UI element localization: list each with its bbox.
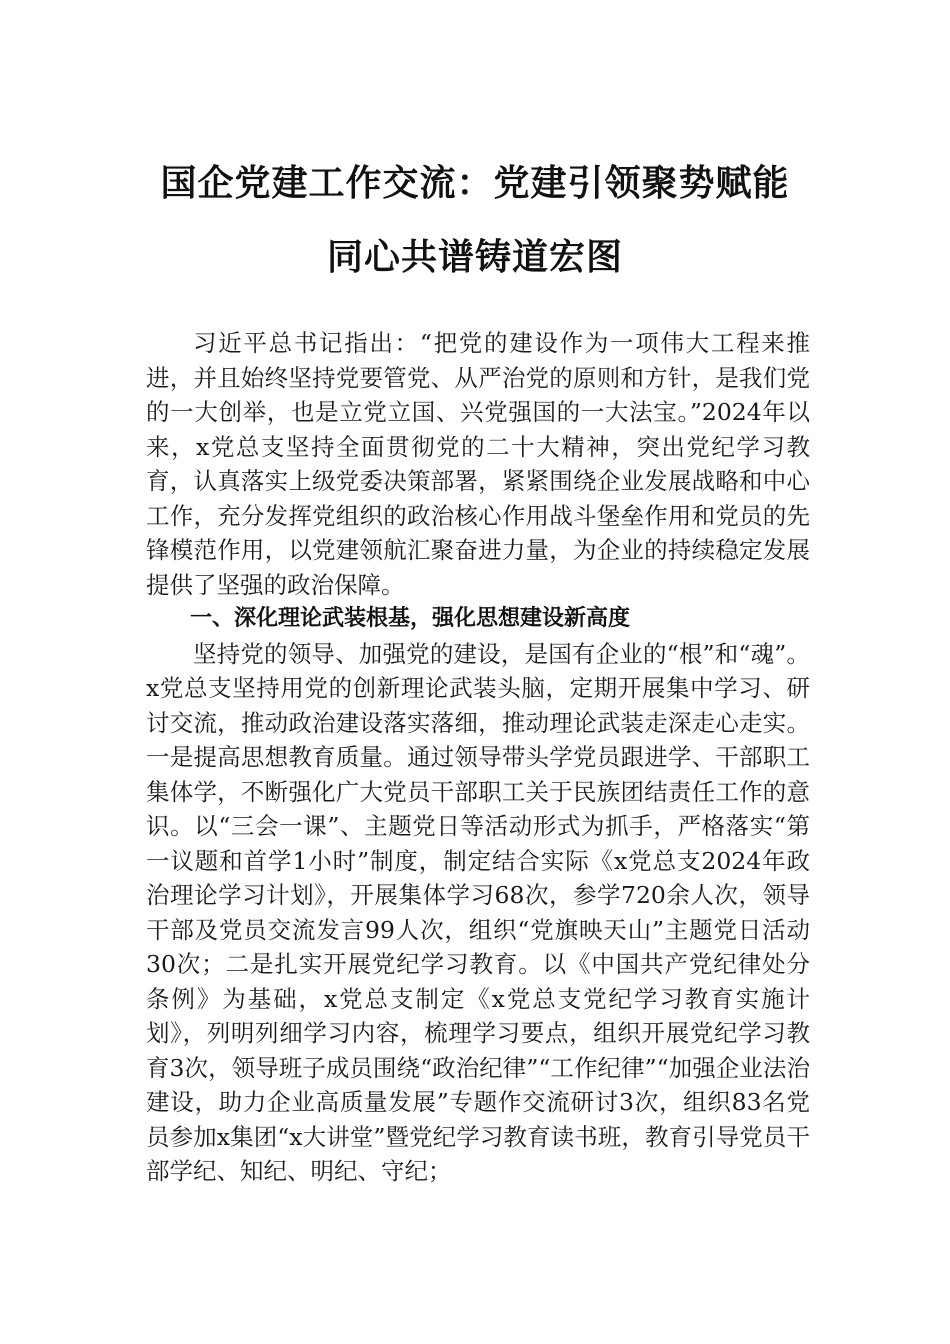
document-body — [146, 326, 810, 1189]
section-heading-1: 一、深化理论武装根基，强化思想建设新高度 — [190, 606, 631, 631]
section-1-paragraph: 坚持党的领导、加强党的建设，是国有企业的“根”和“魂”。x党总支坚持用党的创新理论武装头脑，定期开展集中学习、研讨交流，推动政治建设落实落细，推动理论武装走深走心走实。一是提高思想教育质量。通过领导带头学党员跟进学、干部职工集体学，不断强化广大党员干部职工关于民族团结责任工作的意识。以“三会一课”、主题党日等活动形式为抓手，严格落实“第一议题和首学1小时”制度，制定结合实际《x党总支2024年政治理论学习计划》，开展集体学习68次，参学720余人次，领导干部及党员交流发言99人次，组织“党旗映天山”主题党日活动30次；二是扎实开展党纪学习教育。以《中国共产党纪律处分条例》为基础，x党总支制定《x党总支党纪学习教育实施计划》，列明列细学习内容，梳理学习要点，组织开展党纪学习教育3次，领导班子成员围绕“政治纪律”“工作纪律”“加强企业法治建设，助力企业高质量发展”专题作交流研讨3次，组织83名党员参加x集团“x大讲堂”暨党纪学习教育读书班，教育引导党员干部学纪、知纪、明纪、守纪； — [146, 639, 810, 1185]
document-title: 国企党建工作交流：党建引领聚势赋能 同心共谱铸道宏图 — [160, 162, 790, 278]
intro-paragraph: 习近平总书记指出：“把党的建设作为一项伟大工程来推进，并且始终坚持党要管党、从严治党的原则和方针，是我们党的一大创举，也是立党立国、兴党强国的一大法宝。”2024年以来，x党总支坚持全面贯彻党的二十大精神，突出党纪学习教育，认真落实上级党委决策部署，紧紧围绕企业发展战略和中心工作，充分发挥党组织的政治核心作用战斗堡垒作用和党员的先锋模范作用，以党建领航汇聚奋进力量，为企业的持续稳定发展提供了坚强的政治保障。 — [146, 329, 810, 599]
